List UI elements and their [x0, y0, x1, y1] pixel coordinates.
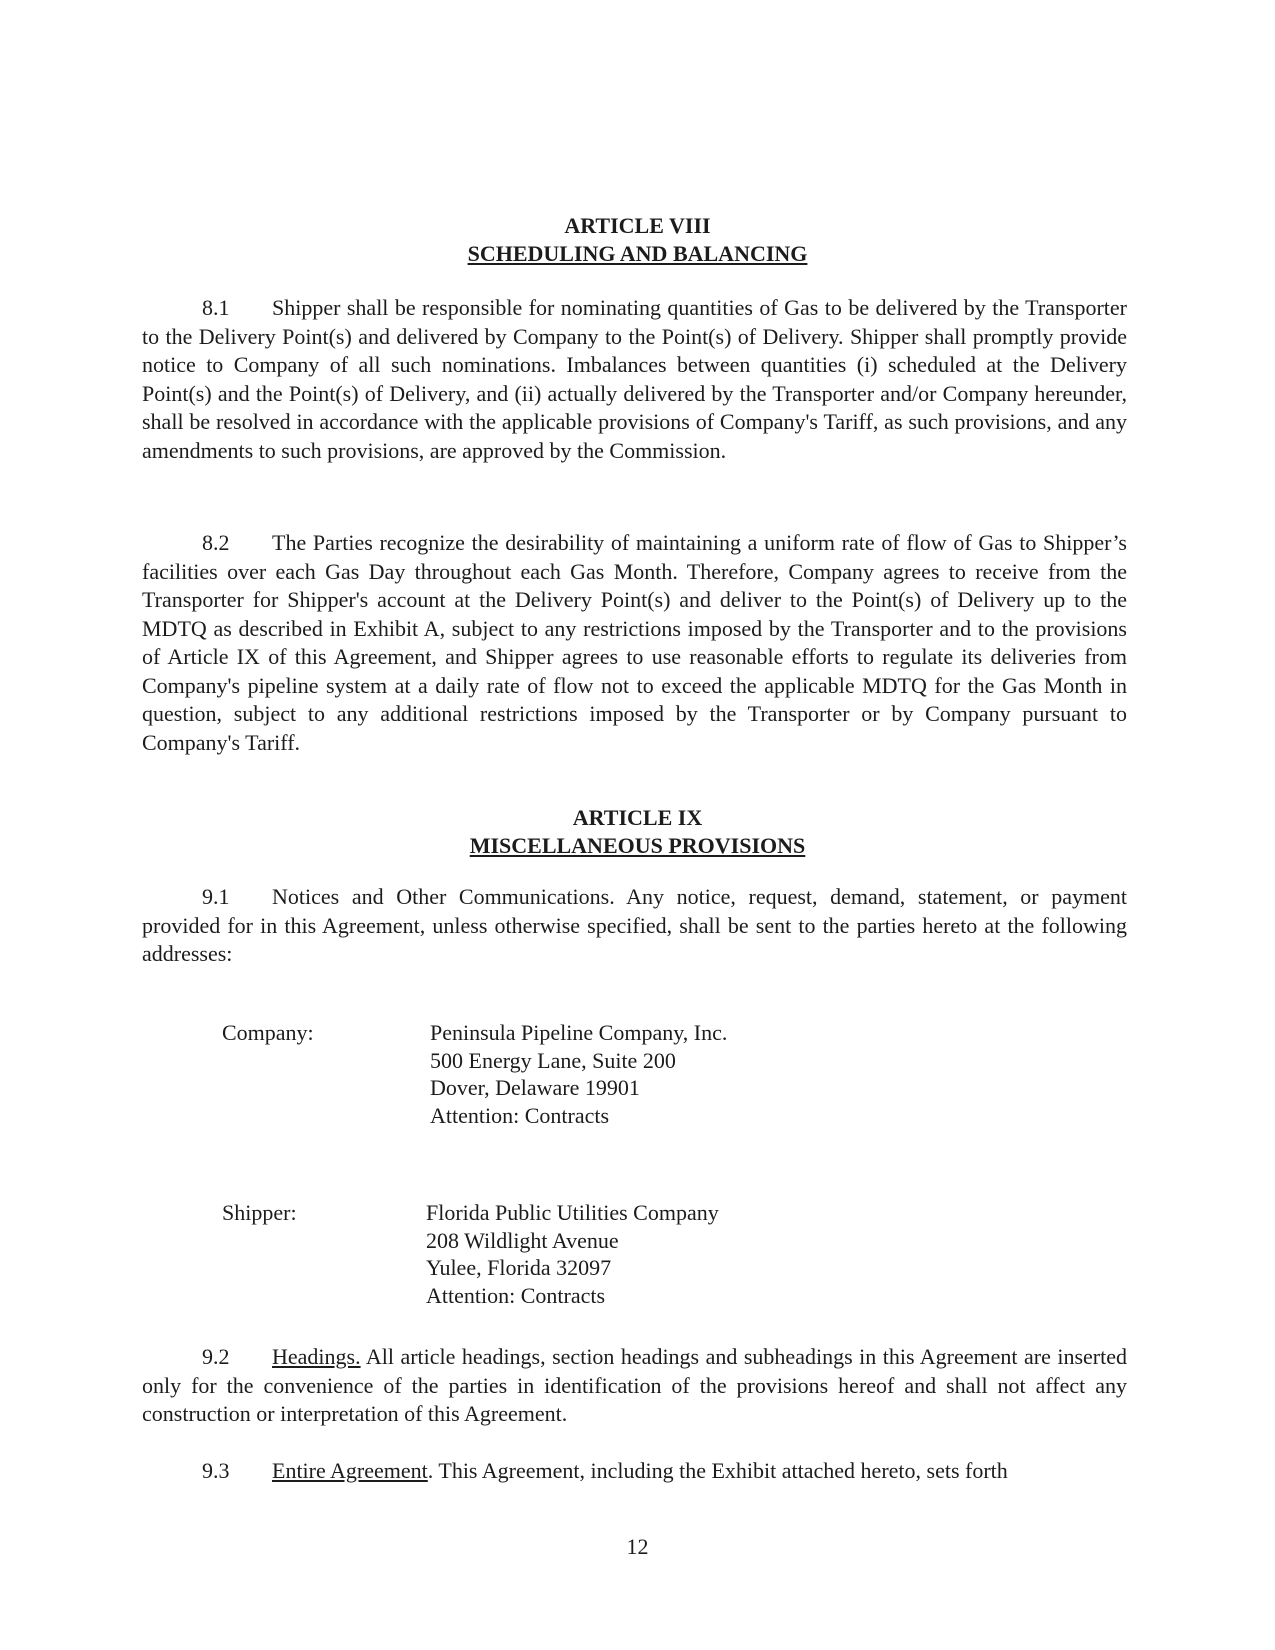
- section-9-2-text: All article headings, section headings and subheadings in this Agreement are inserted only for the convenience of the parties in identification of the provisions hereof and shall not affect any construction or interpretation of this Agreement.: [142, 1344, 1127, 1426]
- section-8-2-number: 8.2: [202, 530, 230, 555]
- section-8-1-number: 8.1: [202, 295, 230, 320]
- shipper-address: [426, 1199, 719, 1309]
- article-ix-title: ARTICLE IX: [572, 805, 703, 830]
- section-9-3: [142, 1457, 1127, 1486]
- section-9-3-text: . This Agreement, including the Exhibit attached hereto, sets forth: [427, 1458, 1008, 1483]
- shipper-address-line: 208 Wildlight Avenue: [426, 1227, 619, 1253]
- section-8-2-text: The Parties recognize the desirability of maintaining a uniform rate of flow of Gas to Shipper’s facilities over each Gas Day throughout each Gas Month. Therefore, Company agrees to receive from the Transporter for Shipper's account at the Delivery Point(s) and deliver to the Point(s) of Delivery up to the MDTQ as described in Exhibit A, subject to any restrictions imposed by the Transporter and to the provisions of Article IX of this Agreement, and Shipper agrees to use reasonable efforts to regulate its deliveries from Company's pipeline system at a daily rate of flow not to exceed the applicable MDTQ for the Gas Month in question, subject to any additional restrictions imposed by the Transporter or by Company pursuant to Company's Tariff.: [142, 530, 1127, 755]
- company-address-line: 500 Energy Lane, Suite 200: [430, 1047, 676, 1073]
- company-address-line: Attention: Contracts: [430, 1102, 610, 1128]
- shipper-address-line: Florida Public Utilities Company: [426, 1200, 719, 1225]
- section-9-1-number: 9.1: [202, 884, 230, 909]
- article-viii-title: ARTICLE VIII: [564, 213, 711, 238]
- company-address: [430, 1019, 727, 1129]
- shipper-label: Shipper:: [222, 1200, 297, 1225]
- page-number: 12: [626, 1534, 649, 1559]
- article-ix-subtitle: MISCELLANEOUS PROVISIONS: [469, 833, 806, 858]
- section-8-1-text: Shipper shall be responsible for nominating quantities of Gas to be delivered by the Transporter to the Delivery Point(s) and delivered by Company to the Point(s) of Delivery. Shipper shall promptly provide notice to Company of all such nominations. Imbalances between quantities (i) scheduled at the Delivery Point(s) and the Point(s) of Delivery, and (ii) actually delivered by the Transporter and/or Company hereunder, shall be resolved in accordance with the applicable provisions of Company's Tariff, as such provisions, and any amendments to such provisions, are approved by the Commission.: [142, 295, 1127, 463]
- section-8-2: [142, 529, 1127, 757]
- section-9-1: [142, 883, 1127, 969]
- section-9-2-number: 9.2: [202, 1344, 230, 1369]
- company-address-line: Dover, Delaware 19901: [430, 1075, 640, 1100]
- section-9-2: [142, 1343, 1127, 1429]
- article-viii-subtitle: SCHEDULING AND BALANCING: [467, 241, 808, 266]
- section-9-1-text: Notices and Other Communications. Any notice, request, demand, statement, or payment provided for in this Agreement, unless otherwise specified, shall be sent to the parties hereto at the following addresses:: [142, 884, 1127, 966]
- section-9-3-heading: Entire Agreement: [272, 1458, 428, 1483]
- section-8-1: [142, 294, 1127, 465]
- shipper-address-line: Attention: Contracts: [426, 1282, 606, 1308]
- section-9-3-number: 9.3: [202, 1458, 230, 1483]
- article-ix-heading: [0, 804, 1275, 860]
- company-label: Company:: [222, 1020, 314, 1045]
- company-address-line: Peninsula Pipeline Company, Inc.: [430, 1020, 728, 1045]
- article-viii-heading: [0, 212, 1275, 268]
- shipper-address-line: Yulee, Florida 32097: [426, 1255, 612, 1280]
- section-9-2-heading: Headings.: [272, 1344, 361, 1369]
